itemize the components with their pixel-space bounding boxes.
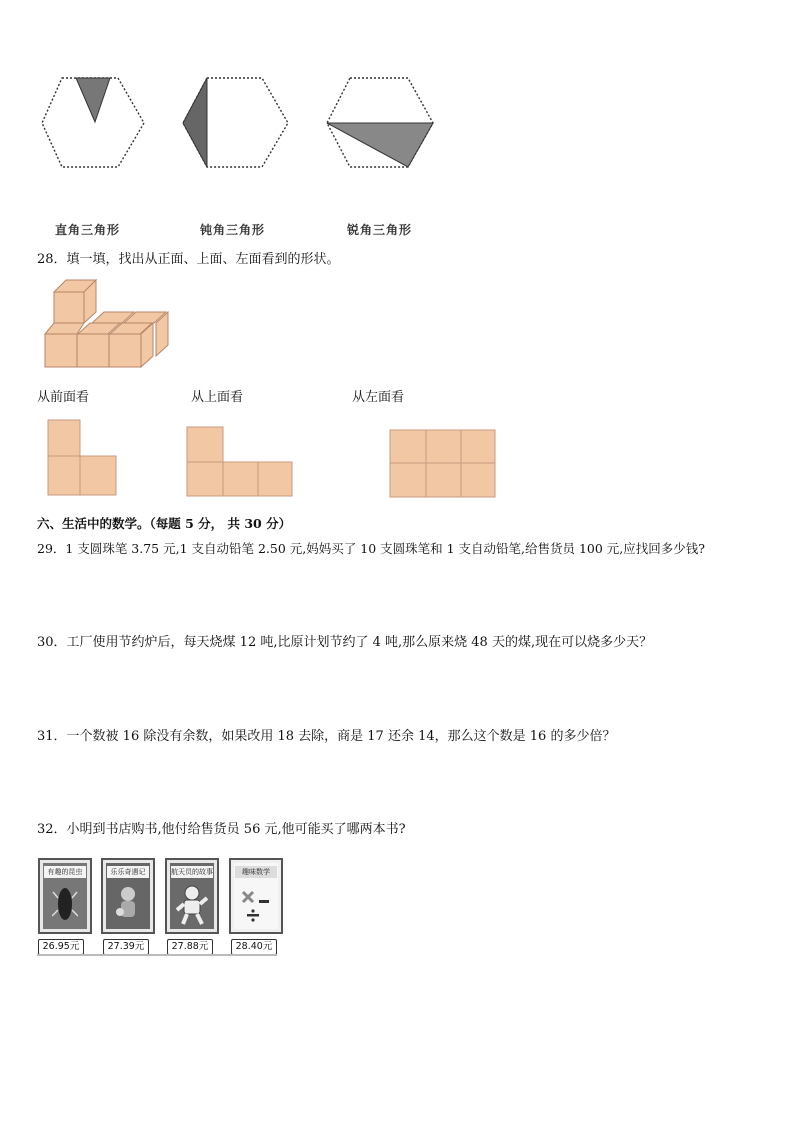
- insect-icon: [52, 884, 78, 924]
- question-32: 32．小明到书店购书,他付给售货员 56 元,他可能买了哪两本书?: [37, 822, 406, 837]
- math-symbols-icon: [239, 884, 273, 926]
- book-cover-math: [229, 858, 283, 934]
- book-title-insects: 有趣的昆虫: [44, 866, 86, 878]
- book-title-astronaut: 航天员的故事: [171, 868, 213, 876]
- question-30: 30．工厂使用节约炉后，每天烧煤 12 吨,比原计划节约了 4 吨,那么原来烧 48 天的煤,现在可以烧多少天？: [37, 635, 653, 650]
- view-label-front: 从前面看: [37, 390, 90, 405]
- book-cover-insects: [38, 858, 92, 934]
- hexagon-acute-triangle: [327, 78, 433, 167]
- book-cover-astronaut: [165, 858, 219, 934]
- hexagon-right-triangle: [42, 78, 144, 167]
- view-label-top: 从上面看: [191, 390, 244, 405]
- price-tag-math: 28.40元: [231, 939, 277, 955]
- character-icon: [113, 884, 143, 924]
- top-view-grid: [186, 426, 294, 498]
- caption-right-triangle: 直角三角形: [55, 223, 121, 237]
- question-31: 31．一个数被 16 除没有余数，如果改用 18 去除，商是 17 还余 14，那么这个数是 16 的多少倍？: [37, 729, 616, 744]
- cube-arrangement: [40, 278, 175, 370]
- caption-acute-triangle: 锐角三角形: [347, 223, 413, 237]
- book-title-math: 趣味数学: [235, 866, 277, 878]
- caption-obtuse-triangle: 钝角三角形: [200, 223, 266, 237]
- book-shelf-line: [37, 954, 277, 956]
- book-title-adventure: 乐乐奇遇记: [107, 866, 149, 878]
- question-28: 28．填一填，找出从正面、上面、左面看到的形状。: [37, 252, 340, 267]
- price-tag-astronaut: 27.88元: [167, 939, 213, 955]
- hexagon-figures: [40, 76, 440, 171]
- front-view-grid: [47, 419, 119, 497]
- astronaut-icon: [175, 884, 209, 926]
- book-cover-adventure: [101, 858, 155, 934]
- question-29: 29．1 支圆珠笔 3.75 元,1 支自动铅笔 2.50 元,妈妈买了 10 支圆珠笔和 1 支自动铅笔,给售货员 100 元,应找回多少钱?: [37, 541, 705, 556]
- hexagon-obtuse-triangle: [183, 78, 288, 167]
- left-view-grid: [389, 429, 497, 499]
- section-6-title: 六、生活中的数学。（每题 5 分， 共 30 分）: [37, 516, 292, 531]
- view-label-left: 从左面看: [352, 390, 405, 405]
- price-tag-adventure: 27.39元: [103, 939, 149, 955]
- price-tag-insects: 26.95元: [38, 939, 84, 955]
